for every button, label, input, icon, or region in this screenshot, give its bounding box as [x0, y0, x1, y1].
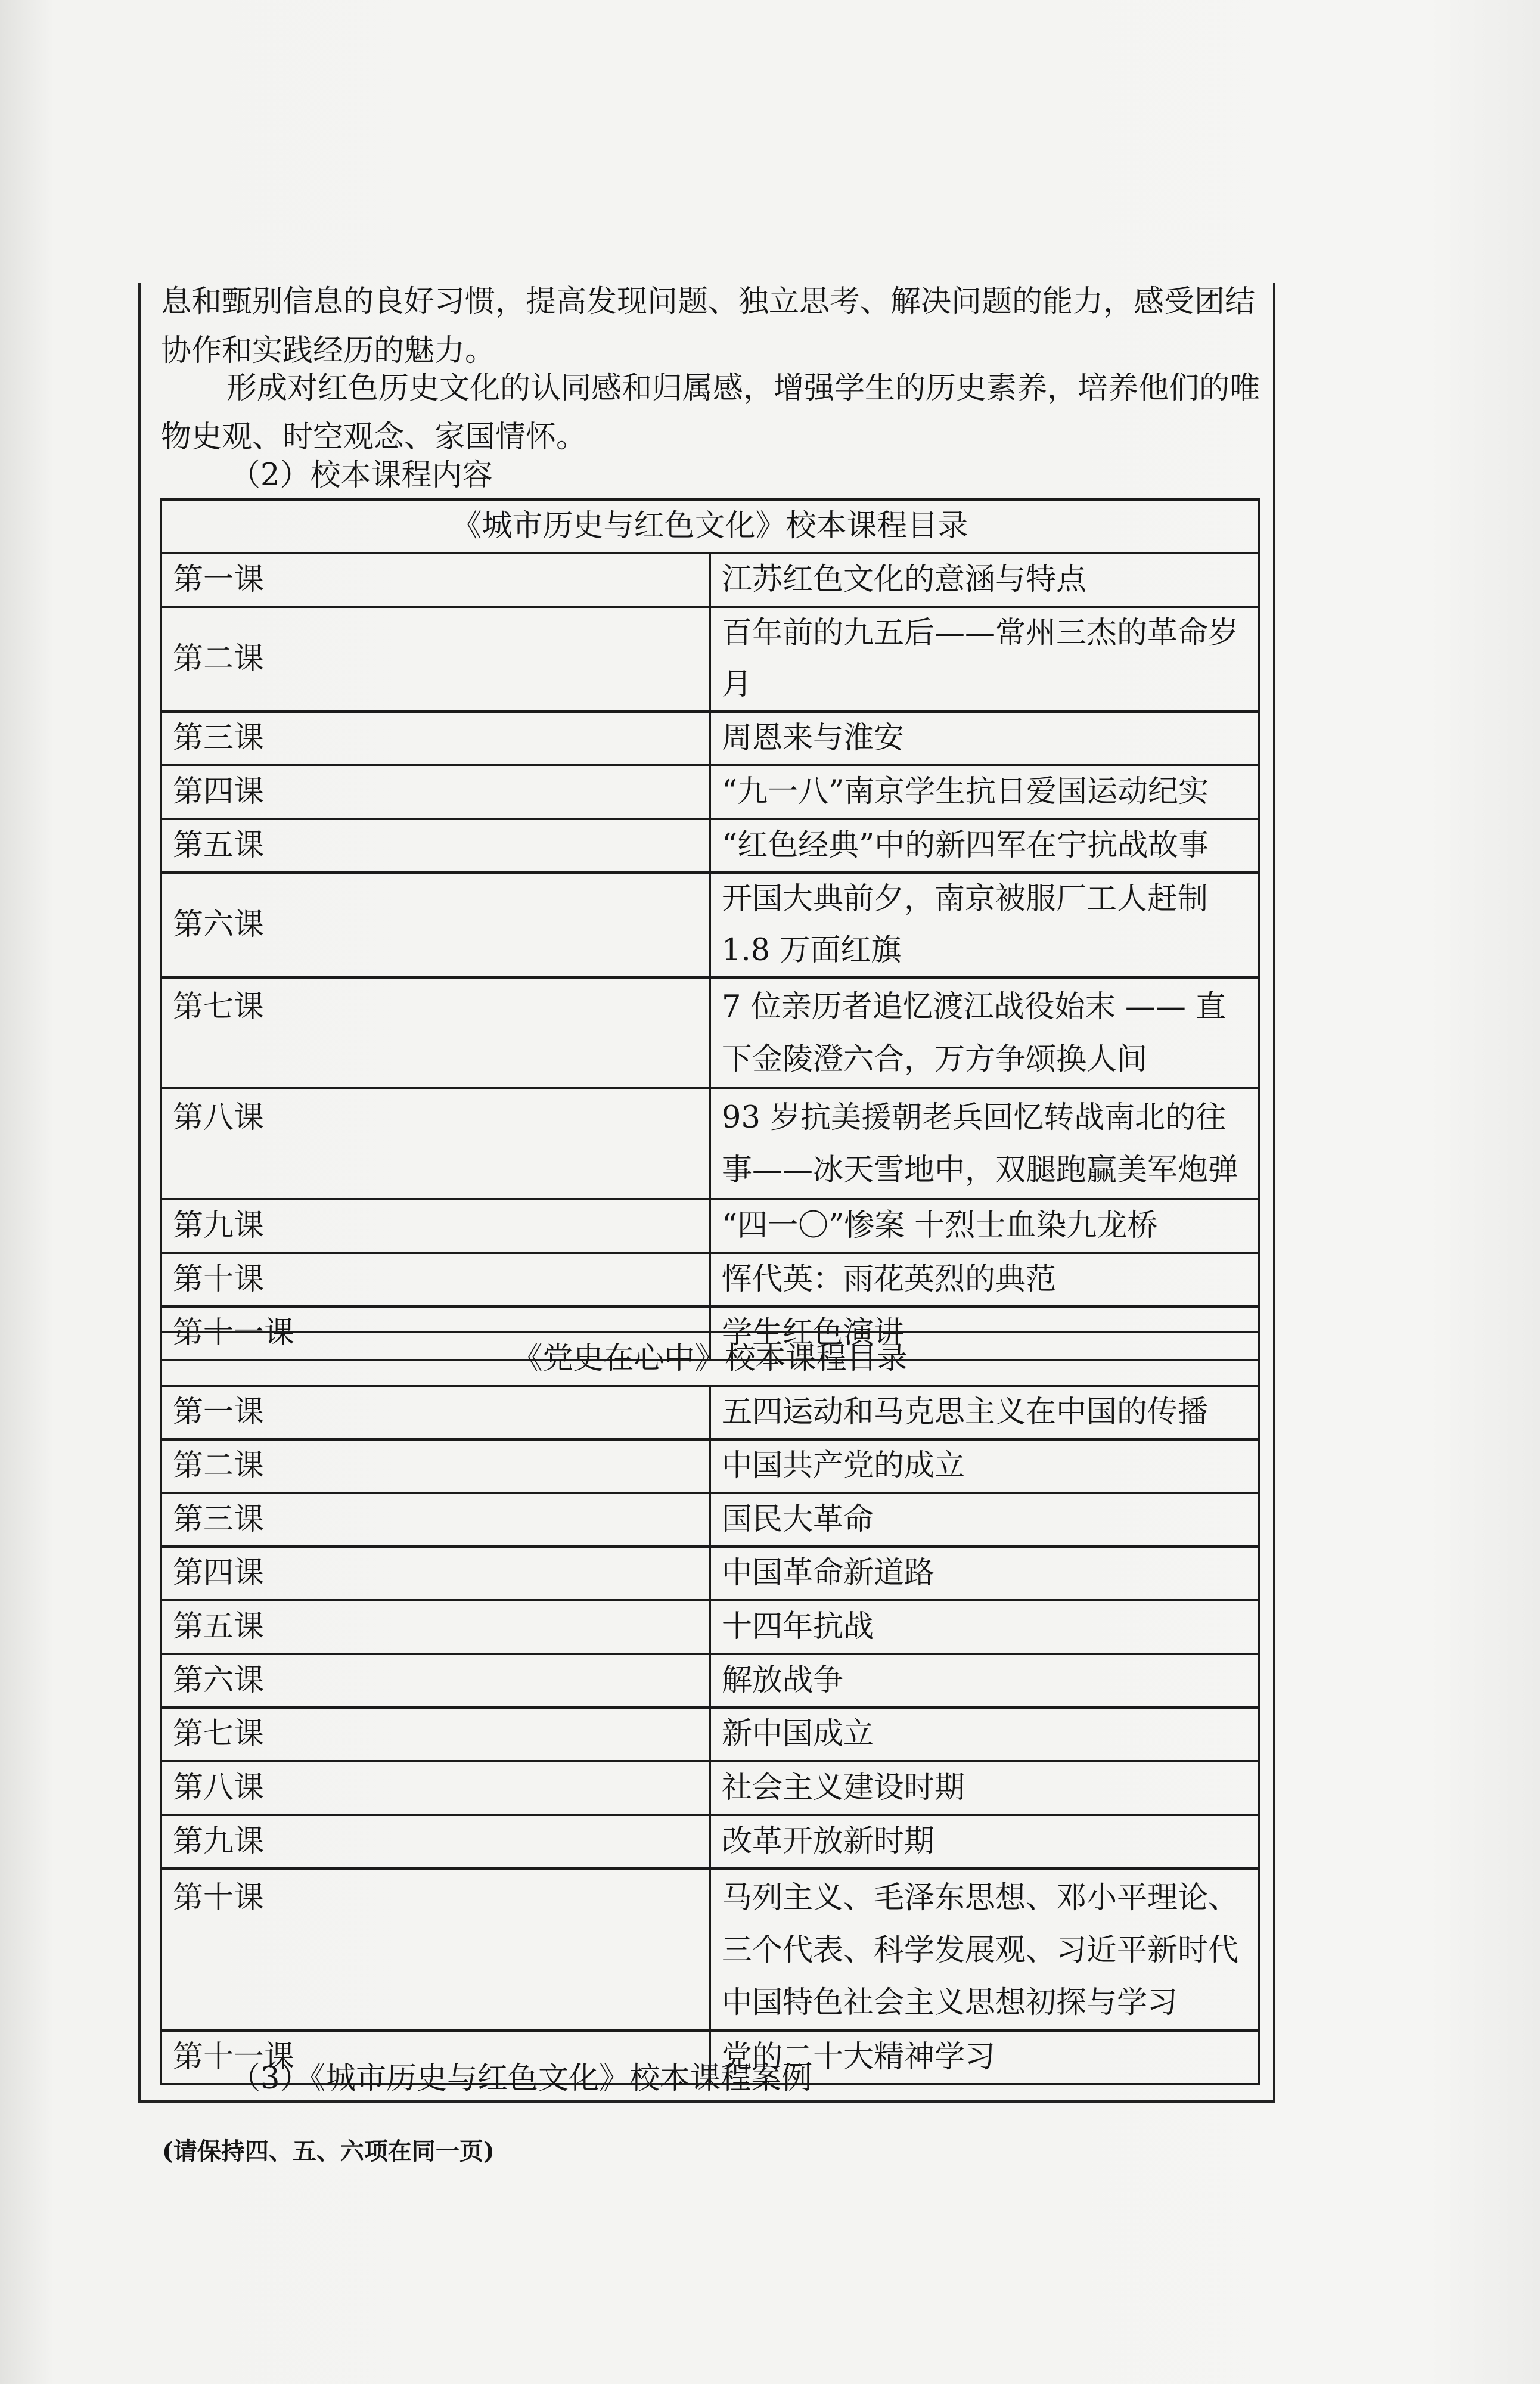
party-history-course-table [160, 1331, 1260, 2085]
table-row [161, 607, 1259, 712]
lesson-topic: 新中国成立 [710, 1708, 1259, 1761]
table-row [161, 1253, 1259, 1306]
lesson-topic: “红色经典”中的新四军在宁抗战故事 [710, 819, 1259, 873]
lesson-topic: 社会主义建设时期 [710, 1761, 1259, 1815]
lesson-topic: 改革开放新时期 [710, 1815, 1259, 1868]
lesson-topic: “九一八”南京学生抗日爱国运动纪实 [710, 765, 1259, 819]
lesson-number: 第九课 [161, 1199, 710, 1253]
footer-note: (请保持四、五、六项在同一页) [162, 2137, 495, 2165]
lesson-topic: 江苏红色文化的意涵与特点 [710, 553, 1259, 607]
lesson-number: 第八课 [161, 1761, 710, 1815]
lesson-number: 第七课 [161, 977, 710, 1088]
lesson-number: 第八课 [161, 1088, 710, 1199]
lesson-topic: 解放战争 [710, 1654, 1259, 1708]
lesson-number: 第四课 [161, 1547, 710, 1600]
lesson-number: 第四课 [161, 765, 710, 819]
table-row [161, 1868, 1259, 2031]
lesson-number: 第五课 [161, 819, 710, 873]
table-row [161, 1600, 1259, 1654]
lesson-topic: 党的二十大精神学习 [710, 2031, 1259, 2084]
lesson-number: 第十一课 [161, 1306, 710, 1360]
lesson-topic: 93 岁抗美援朝老兵回忆转战南北的往事——冰天雪地中，双腿跑赢美军炮弹 [710, 1088, 1259, 1199]
lesson-number: 第二课 [161, 1439, 710, 1493]
lesson-number: 第三课 [161, 712, 710, 765]
intro-paragraph-2: 形成对红色历史文化的认同感和归属感，增强学生的历史素养，培养他们的唯物史观、时空观念、家国情怀。 [161, 371, 1260, 455]
lesson-topic: 中国革命新道路 [710, 1547, 1259, 1600]
lesson-number: 第二课 [161, 607, 710, 712]
lesson-number: 第五课 [161, 1600, 710, 1654]
table-row [161, 1761, 1259, 1815]
lesson-number: 第六课 [161, 873, 710, 977]
section-2-heading: （2）校本课程内容 [230, 458, 493, 493]
table-title: 《城市历史与红色文化》校本课程目录 [161, 499, 1259, 553]
lesson-topic: 十四年抗战 [710, 1600, 1259, 1654]
lesson-number: 第七课 [161, 1708, 710, 1761]
table-row [161, 553, 1259, 607]
lesson-number: 第九课 [161, 1815, 710, 1868]
table-row [161, 977, 1259, 1088]
table-row [161, 1547, 1259, 1600]
table-row [161, 1439, 1259, 1493]
city-history-course-table [160, 498, 1260, 1361]
table-row [161, 1493, 1259, 1547]
lesson-topic: 马列主义、毛泽东思想、邓小平理论、三个代表、科学发展观、习近平新时代中国特色社会主义思想初探与学习 [710, 1868, 1259, 2031]
lesson-topic: 周恩来与淮安 [710, 712, 1259, 765]
section-3-heading: （3）《城市历史与红色文化》校本课程案例 [230, 2061, 812, 2096]
lesson-topic: 百年前的九五后——常州三杰的革命岁月 [710, 607, 1259, 712]
lesson-number: 第十课 [161, 1868, 710, 2031]
table-title: 《党史在心中》校本课程目录 [161, 1332, 1259, 1386]
lesson-number: 第一课 [161, 1386, 710, 1439]
lesson-topic: 恽代英：雨花英烈的典范 [710, 1253, 1259, 1306]
lesson-topic: 7 位亲历者追忆渡江战役始末 —— 直下金陵澄六合，万方争颂换人间 [710, 977, 1259, 1088]
table-row [161, 819, 1259, 873]
lesson-number: 第一课 [161, 553, 710, 607]
lesson-number: 第三课 [161, 1493, 710, 1547]
table-row [161, 1708, 1259, 1761]
lesson-topic: 国民大革命 [710, 1493, 1259, 1547]
table-row [161, 712, 1259, 765]
lesson-number: 第十一课 [161, 2031, 710, 2084]
lesson-number: 第十课 [161, 1253, 710, 1306]
lesson-topic: “四一〇”惨案 十烈士血染九龙桥 [710, 1199, 1259, 1253]
table-row [161, 765, 1259, 819]
lesson-number: 第六课 [161, 1654, 710, 1708]
table-row [161, 1654, 1259, 1708]
lesson-topic: 五四运动和马克思主义在中国的传播 [710, 1386, 1259, 1439]
intro-paragraph-1: 息和甄别信息的良好习惯，提高发现问题、独立思考、解决问题的能力，感受团结协作和实践经历的魅力。 [161, 284, 1256, 368]
lesson-topic: 中国共产党的成立 [710, 1439, 1259, 1493]
table-row [161, 1088, 1259, 1199]
table-row [161, 1386, 1259, 1439]
table-row [161, 873, 1259, 977]
table-row [161, 1815, 1259, 1868]
lesson-topic: 学生红色演讲 [710, 1306, 1259, 1360]
table-row [161, 1199, 1259, 1253]
lesson-topic: 开国大典前夕，南京被服厂工人赶制 1.8 万面红旗 [710, 873, 1259, 977]
